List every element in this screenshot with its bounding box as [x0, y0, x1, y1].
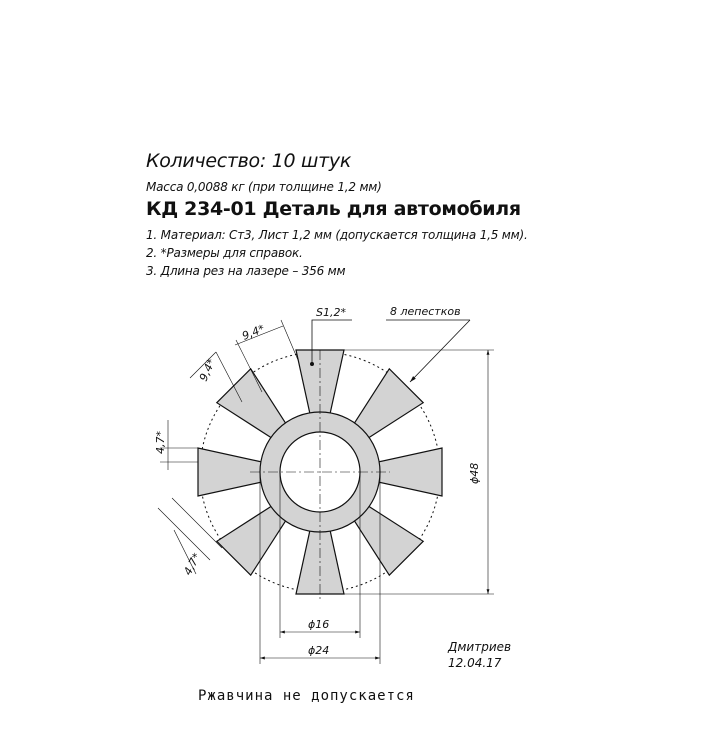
dim-petal-width-left: 9,4*	[196, 356, 219, 384]
dim-extension-line	[158, 508, 210, 560]
mass-label: Масса 0,0088 кг (при толщине 1,2 мм)	[146, 180, 382, 194]
thickness-leader-dot	[310, 362, 314, 366]
note-3: 3. Длина рез на лазере – 356 мм	[146, 264, 346, 278]
dim-hole-dia: ϕ16	[308, 618, 330, 631]
dim-gap-left: 4,7*	[154, 431, 167, 454]
part-title: КД 234-01 Деталь для автомобиля	[146, 198, 521, 220]
note-2: 2. *Размеры для справок.	[146, 246, 303, 260]
signature-date: 12.04.17	[448, 656, 502, 670]
footer-note: Ржавчина не допускается	[198, 688, 415, 704]
dim-gap-bottom: 4,7*	[181, 550, 204, 578]
petal	[217, 369, 286, 438]
note-1: 1. Материал: Ст3, Лист 1,2 мм (допускается толщина 1,5 мм).	[146, 228, 528, 242]
petal	[354, 506, 423, 575]
quantity-label: Количество: 10 штук	[146, 150, 351, 172]
thickness-label: S1,2*	[316, 306, 346, 319]
petals-leader	[410, 320, 470, 382]
petal	[378, 448, 442, 496]
dim-outer-dia: ϕ48	[468, 462, 481, 484]
dim-petal-width-top: 9,4*	[240, 322, 267, 343]
dim-extension-line	[281, 320, 298, 360]
petal	[217, 506, 286, 575]
petals-label: 8 лепестков	[390, 305, 461, 318]
dim-ring-dia: ϕ24	[308, 644, 330, 657]
signature-name: Дмитриев	[448, 640, 512, 654]
